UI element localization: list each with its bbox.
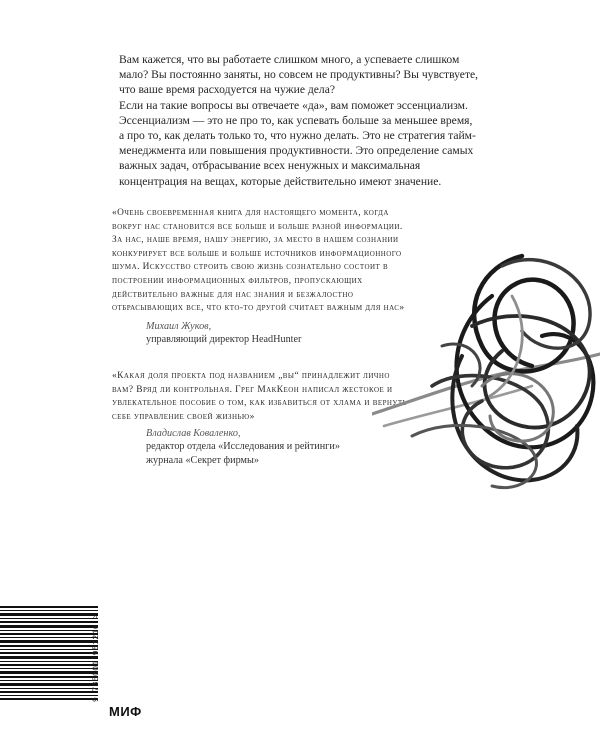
reviewer-name-1: Михаил Жуков,	[146, 321, 212, 332]
blurb	[119, 52, 479, 189]
reviewer-role-2a: редактор отдела «Исследования и рейтинги»	[146, 441, 340, 453]
review-quote-2	[112, 370, 412, 424]
blurb-paragraph-2: Если на такие вопросы вы отвечаете «да», вам поможет эссенциализм. Эссенциализм — это не про то, как успевать больше за меньшее время, а про то, как делать только то, что нужно делать. Это не стратегия тайм-менеджмента или повышения продуктивности. Это определение самых важных задач, отбрасывание всех ненужных и максимальная концентрация на вещах, которые действительно имеют значение.	[119, 98, 476, 188]
blurb-paragraph-1: Вам кажется, что вы работаете слишком много, а успеваете слишком мало? Вы постоянно заняты, но совсем не продуктивны? Вы чувствуете, что ваше время расходуется на чужие дела?	[119, 53, 479, 97]
tangled-line-illustration	[372, 236, 600, 498]
review-attribution-1	[146, 320, 301, 347]
isbn-number: 9 785001 951216 >	[92, 613, 101, 702]
review-quote-1-text: «Очень своевременная книга для настоящего момента, когда вокруг нас становится все больше и больше разной информации. За нас, наше время, нашу энергию, за место в нашем сознании конкурирует все больше и больше источников информационного шума. Искусство строить свою жизнь сознательно состоит в построении информационных фильтров, пропускающих действительно важные для нас знания и безжалостно отбрасывающих все, что кто-то другой считает важным для нас»	[112, 208, 405, 314]
review-attribution-2	[146, 427, 340, 467]
barcode	[0, 602, 98, 702]
review-quote-2-text: «Какая доля проекта под названием „вы“ принадлежит лично вам? Вряд ли контрольная. Грег МакКеон написал жестокое и увлекательное пособие о том, как избавиться от хлама и вернуть себе управление своей жизнью»	[112, 371, 408, 422]
review-quote-1	[112, 207, 412, 316]
reviewer-role-2b: журнала «Секрет фирмы»	[146, 454, 259, 466]
reviewer-name-2: Владислав Коваленко,	[146, 428, 241, 439]
reviewer-role-1: управляющий директор HeadHunter	[146, 334, 302, 346]
publisher-logo: МИФ	[109, 704, 142, 719]
